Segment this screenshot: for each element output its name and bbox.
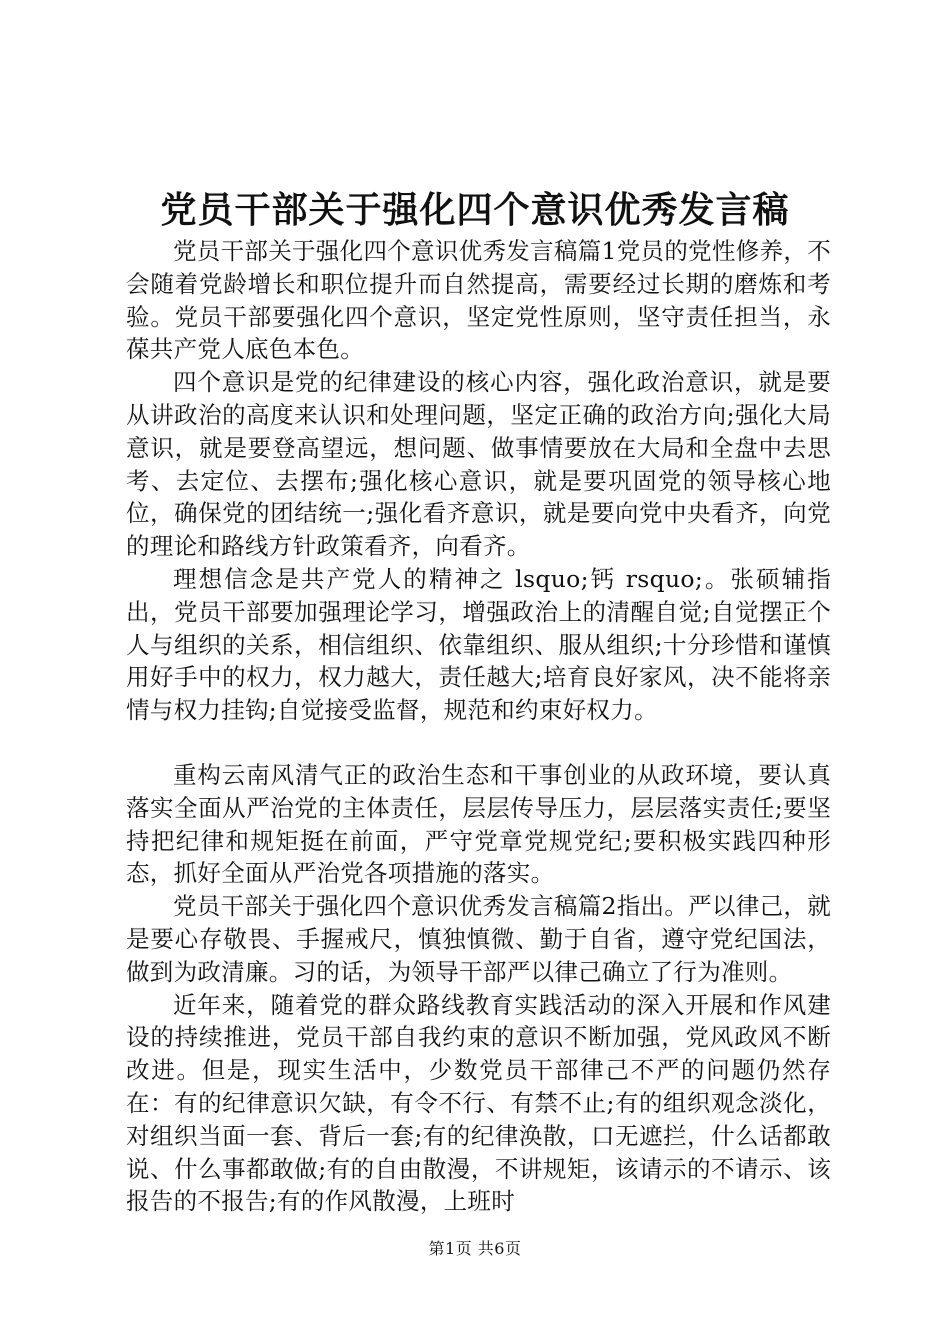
paragraph-4: 重构云南风清气正的政治生态和干事创业的从政环境，要认真落实全面从严治党的主体责任，层层传导压力，层层落实责任;要坚持把纪律和规矩挺在前面，严守党章党规党纪;要积极实践四种形态，抓好全面从严治党各项措施的落实。: [126, 760, 831, 888]
page-number-footer: 第1页 共6页: [428, 1239, 522, 1258]
paragraph-5: 党员干部关于强化四个意识优秀发言稿篇2指出。严以律己，就是要心存敬畏、手握戒尺，慎独慎微、勤于自省，遵守党纪国法，做到为政清廉。习的话，为领导干部严以律己确立了行为准则。: [126, 892, 831, 986]
document-body: [126, 235, 831, 1218]
paragraph-6: 近年来，随着党的群众路线教育实践活动的深入开展和作风建设的持续推进，党员干部自我约束的意识不断加强，党风政风不断改进。但是，现实生活中，少数党员干部律己不严的问题仍然存在：有的纪律意识欠缺，有令不行、有禁不止;有的组织观念淡化，对组织当面一套、背后一套;有的纪律涣散，口无遮拦，什么话都敢说、什么事都敢做;有的自由散漫，不讲规矩，该请示的不请示、该报告的不报告;有的作风散漫，上班时: [126, 990, 831, 1216]
document-title: 党员干部关于强化四个意识优秀发言稿: [160, 189, 790, 231]
paragraph-2: 四个意识是党的纪律建设的核心内容，强化政治意识，就是要从讲政治的高度来认识和处理问题，坚定正确的政治方向;强化大局意识，就是要登高望远，想问题、做事情要放在大局和全盘中去思考、去定位、去摆布;强化核心意识，就是要巩固党的领导核心地位，确保党的团结统一;强化看齐意识，就是要向党中央看齐，向党的理论和路线方针政策看齐，向看齐。: [126, 368, 831, 561]
paragraph-3: 理想信念是共产党人的精神之 lsquo;钙 rsquo;。张硕辅指出，党员干部要加强理论学习，增强政治上的清醒自觉;自觉摆正个人与组织的关系，相信组织、依靠组织、服从组织;十分珍惜和谨慎用好手中的权力，权力越大，责任越大;培育良好家风，决不能将亲情与权力挂钩;自觉接受监督，规范和约束好权力。: [126, 564, 831, 725]
paragraph-1: 党员干部关于强化四个意识优秀发言稿篇1党员的党性修养，不会随着党龄增长和职位提升而自然提高，需要经过长期的磨炼和考验。党员干部要强化四个意识，坚定党性原则，坚守责任担当，永葆共产党人底色本色。: [126, 237, 831, 364]
